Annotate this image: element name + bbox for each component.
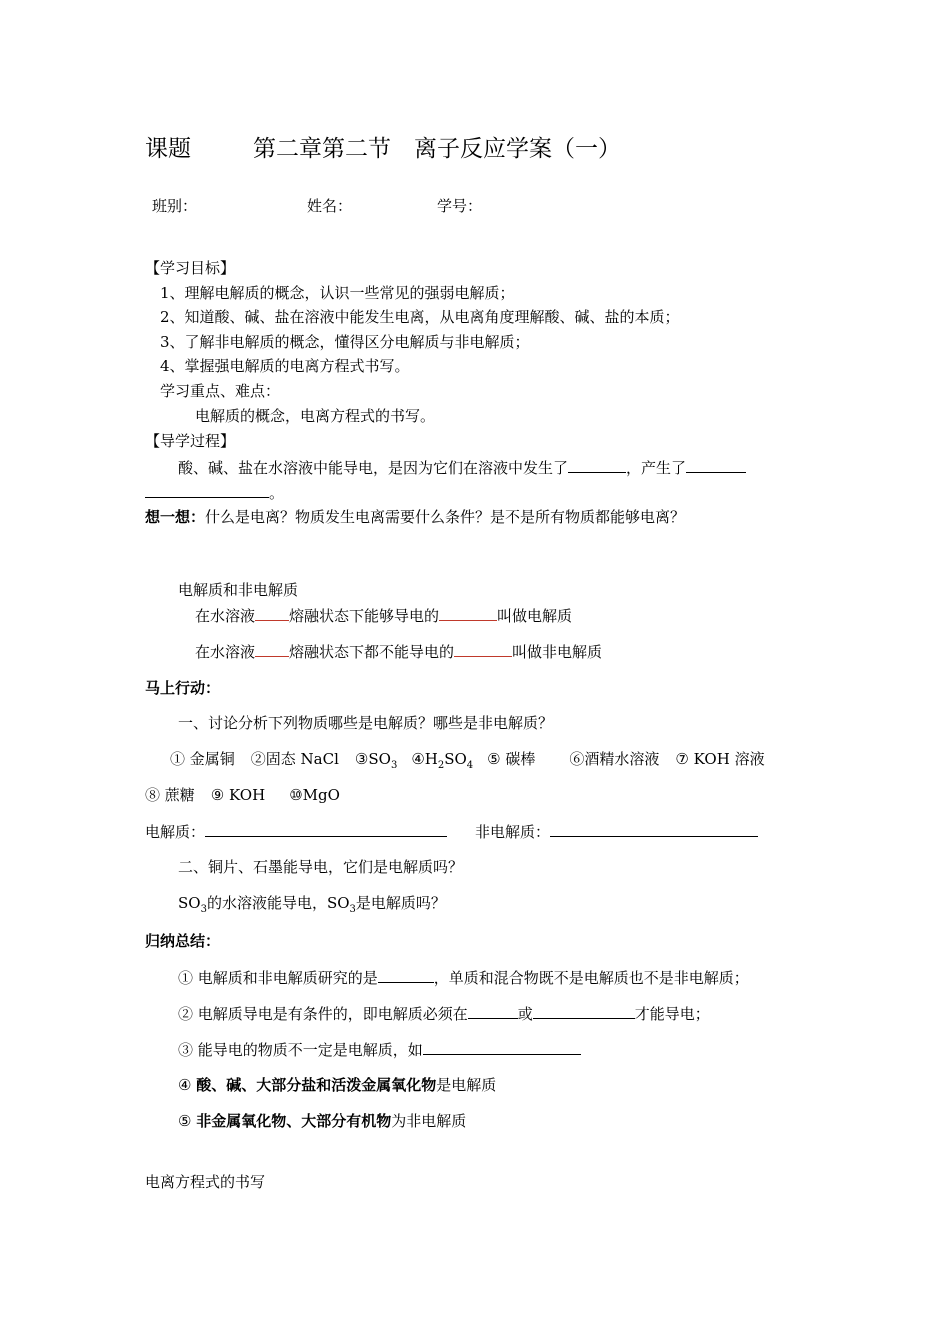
- blank-compound[interactable]: [454, 641, 512, 657]
- def-text: 熔融状态下能够导电的: [289, 607, 440, 625]
- name-label: 姓名：: [307, 197, 353, 215]
- question-three: $SO_3$的水溶液能导电，$SO_3$是电解质吗？: [178, 894, 446, 915]
- summary-item-4: ④ 酸、碱、大部分盐和活泼金属氧化物是电解质: [178, 1076, 497, 1094]
- electrolyte-answer-line: [145, 821, 758, 842]
- blank-example[interactable]: [423, 1039, 581, 1055]
- next-section-heading: 电离方程式的书写: [145, 1173, 266, 1191]
- objective-item: 4、掌握强电解质的电离方程式书写。: [160, 357, 410, 375]
- substance-item: ⑨ KOH: [210, 786, 266, 804]
- substance-item: $④H_2SO_4$: [411, 750, 474, 771]
- summary-item-3: ③ 能导电的物质不一定是电解质，如: [178, 1039, 581, 1060]
- definitions-heading: 电解质和非电解质: [178, 581, 299, 599]
- nonelectrolyte-definition: [195, 641, 602, 662]
- blank-condition-2[interactable]: [533, 1003, 635, 1019]
- def-text: 熔融状态下都不能导电的: [289, 643, 455, 661]
- electrolyte-label: 电解质：: [145, 823, 206, 841]
- substance-item: ⑩MgO: [289, 786, 340, 804]
- substance-list-row-2: [145, 785, 340, 805]
- action-heading: 马上行动：: [145, 679, 221, 697]
- blank-compound[interactable]: [378, 967, 434, 983]
- class-label: 班别：: [152, 197, 198, 215]
- question-two: 二、铜片、石墨能导电，它们是电解质吗？: [178, 858, 464, 876]
- substance-item: ① 金属铜: [170, 750, 235, 768]
- process-heading: 【导学过程】: [145, 432, 236, 450]
- substance-item: ⑤ 碳棒: [487, 750, 536, 768]
- def-text: 叫做非电解质: [512, 643, 603, 661]
- blank-ionization[interactable]: [568, 457, 626, 473]
- process-intro-cont: [145, 482, 284, 503]
- blank-ions-cont[interactable]: [145, 482, 269, 498]
- substance-item: ⑦ KOH 溶液: [675, 750, 765, 768]
- def-text: 在水溶液: [195, 607, 256, 625]
- objective-item: 1、理解电解质的概念，认识一些常见的强弱电解质；: [160, 284, 515, 302]
- intro-text: ，产生了: [626, 459, 687, 477]
- question-one: 一、讨论分析下列物质哪些是电解质？哪些是非电解质？: [178, 714, 554, 732]
- period: 。: [269, 484, 285, 502]
- process-intro: [178, 457, 746, 478]
- electrolyte-definition: [195, 605, 572, 626]
- nonelectrolyte-answer-blank[interactable]: [550, 821, 758, 837]
- title-prefix: 课题: [145, 136, 191, 162]
- blank-condition-1[interactable]: [468, 1003, 518, 1019]
- summary-heading: 归纳总结：: [145, 932, 221, 950]
- substance-list-row-1: [170, 749, 765, 769]
- summary-item-5: ⑤ 非金属氧化物、大部分有机物为非电解质: [178, 1112, 467, 1130]
- objective-item: 3、了解非电解质的概念，懂得区分电解质与非电解质；: [160, 333, 530, 351]
- title-text: 第二章第二节 离子反应学案（一）: [253, 136, 621, 162]
- nonelectrolyte-label: 非电解质：: [475, 823, 551, 841]
- summary-item-2: ② 电解质导电是有条件的，即电解质必须在 或 才能导电；: [178, 1005, 710, 1023]
- def-text: 在水溶液: [195, 643, 256, 661]
- focus-text: 电解质的概念，电离方程式的书写。: [195, 407, 436, 425]
- objectives-heading: 【学习目标】: [145, 259, 236, 277]
- student-id-label: 学号：: [437, 197, 483, 215]
- electrolyte-answer-blank[interactable]: [205, 821, 447, 837]
- def-text: 叫做电解质: [497, 607, 573, 625]
- substance-item: ②固态 NaCl: [250, 750, 339, 768]
- blank-or[interactable]: [255, 605, 289, 621]
- summary-item-1: ① 电解质和非电解质研究的是 ，单质和混合物既不是电解质也不是非电解质；: [178, 969, 749, 987]
- objective-item: 2、知道酸、碱、盐在溶液中能发生电离，从电离角度理解酸、碱、盐的本质；: [160, 308, 680, 326]
- substance-item: ⑧ 蔗糖: [145, 786, 195, 804]
- think-label: 想一想：: [145, 508, 206, 526]
- intro-text: 酸、碱、盐在水溶液中能导电，是因为它们在溶液中发生了: [178, 459, 569, 477]
- page-title: [145, 134, 621, 164]
- substance-item: $③SO_3$: [354, 750, 398, 771]
- focus-heading: 学习重点、难点：: [160, 382, 281, 400]
- think-text: 什么是电离？物质发生电离需要什么条件？是不是所有物质都能够电离？: [205, 508, 686, 526]
- think-question: [145, 507, 685, 527]
- blank-ions[interactable]: [686, 457, 746, 473]
- substance-item: ⑥酒精水溶液: [569, 750, 660, 768]
- blank-and[interactable]: [255, 641, 289, 657]
- blank-compound[interactable]: [439, 605, 497, 621]
